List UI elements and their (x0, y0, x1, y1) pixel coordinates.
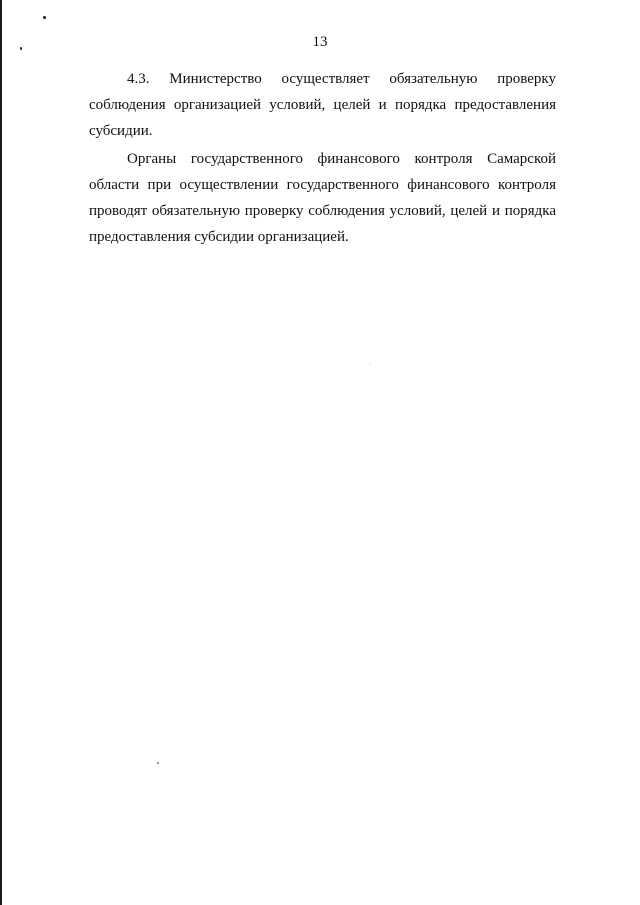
paragraph-line: области при осуществлении государственного финансового контроля (89, 177, 556, 193)
scan-edge (0, 0, 2, 905)
paragraph-line: 4.3. Министерство осуществляет обязательную проверку (127, 71, 556, 87)
page-number: 13 (312, 34, 328, 50)
paragraph-line: соблюдения организацией условий, целей и порядка предоставления (89, 97, 556, 113)
scan-speck (157, 762, 159, 764)
paragraph-line: субсидии. (89, 123, 153, 139)
paragraph-line: Органы государственного финансового контроля Самарской (127, 151, 556, 167)
paragraph-4-3 (89, 66, 556, 144)
paragraph-line: проводят обязательную проверку соблюдения условий, целей и порядка (89, 203, 556, 219)
scan-speck (370, 363, 371, 364)
paragraph-line: предоставления субсидии организацией. (89, 229, 349, 245)
paragraph-control-bodies (89, 146, 556, 250)
scan-speck (43, 16, 46, 19)
